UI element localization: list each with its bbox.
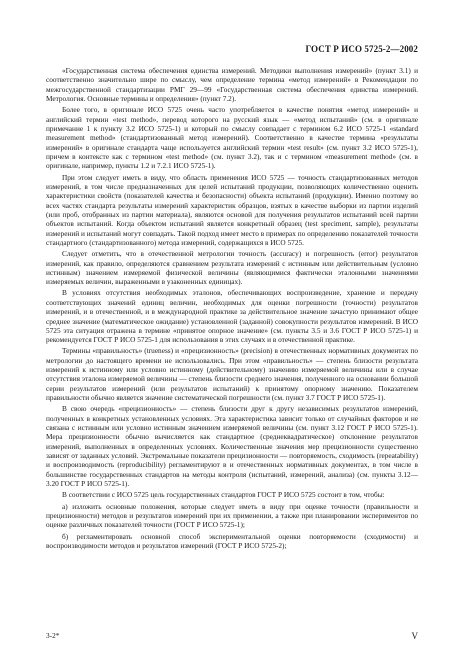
paragraph: В соответствии с ИСО 5725 цель государственных стандартов ГОСТ Р ИСО 5725 состоит в том, чтобы: (62, 490, 385, 500)
paragraph: В условиях отсутствия необходимых эталонов, обеспечивающих воспроизведение, хранение и передачу соответствующих значений единиц величин, необходимых для оценки погрешности (точности) результатов измерений, и в отечественной, и в международной практике за действительное значение зачастую принимают общее среднее значение (математическое ожидание) установленной (заданной) совокупности результатов измерений. В ИСО 5725 эта ситуация отражена в термине «принятое опорное значение» (см. пункты 3.5 и 3.6 ГОСТ Р ИСО 5725-1) и рекомендуется ГОСТ Р ИСО 5725-1 для использования в этих случаях и в отечественной практике. (46, 288, 418, 345)
paragraph: Более того, в оригинале ИСО 5725 очень часто употребляется в качестве понятия «метод измерений» и английский термин «test method», перевод которого на русский язык — «метод испытаний» (см. в оригинале примечание 1 к пункту 3.2 ИСО 5725-1) и который по смыслу совпадает с термином 6.2 ИСО 5725-1 «standard measurement method» (стандартизованный метод измерений). Соответственно в качестве термина «результаты измерений» в оригинале стандарта чаще используется английский термин «test result» (см. пункт 3.2 ИСО 5725-1), причем в контексте как с термином «test method» (см. пункт 3.2), так и с термином «measurement method» (см. в оригинале, например, пункты 1.2 и 7.2.1 ИСО 5725-1). (46, 105, 418, 171)
page-footer-signature-mark: 3-2* (46, 631, 60, 640)
paragraph: «Государственная система обеспечения единства измерений. Методики выполнения измерений» (пункт 3.1) и соответственно значительно шире по смыслу, чем определение термина «метод измерений» в Рекомендации по межгосударственной стандартизации РМГ 29—99 «Государственная система обеспечения единства измерений. Метрология. Основные термины и определения» (пункт 7.2). (46, 66, 418, 104)
paragraph: В свою очередь «прецизионность» — степень близости друг к другу независимых результатов измерений, полученных в конкретных установленных условиях. Эта характеристика зависит только от случайных факторов и не связана с истинным или условно истинным значением измеряемой величины (см. пункт 3.12 ГОСТ Р ИСО 5725-1). Мера прецизионности обычно вычисляется как стандартное (среднеквадратическое) отклонение результатов измерений, выполненных в определенных условиях. Количественные значения мер прецизионности существенно зависят от заданных условий. Экстремальные показатели прецизионности — повторяемость, сходимость (repeatability) и воспроизводимость (reproducibility) регламентируют в и отечественных нормативных документах, в том числе в большинстве государственных стандартов на методы контроля (испытаний, измерений, анализа) (см. пункты 3.12—3.20 ГОСТ Р ИСО 5725-1). (46, 404, 418, 489)
paragraph: При этом следует иметь в виду, что область применения ИСО 5725 — точность стандартизованных методов измерений, в том числе предназначенных для целей испытаний продукции, позволяющих количественно оценить характеристики свойств (показателей качества и безопасности) объекта испытаний (продукции). Именно поэтому во всех частях стандарта результаты измерений характеристик образцов, взятых в качестве выборки из партии изделий (или проб, отобранных из партии материала), являются основой для получения результатов испытаний всей партии объектов испытаний. Когда объектом испытаний является конкретный образец (test speciment, sample), результаты измерений и испытаний могут совпадать. Такой подход имеет место в примерах по определению показателей точности стандартного (стандартизованного) метода измерений, содержащихся в ИСО 5725. (46, 172, 418, 247)
page-number: V (411, 631, 418, 641)
paragraph: Следует отметить, что в отечественной метрологии точность (accuracy) и погрешность (error) результатов измерений, как правило, определяются сравнением результата измерений с истинным или действительным (условно истинным) значением измеряемой физической величины (являющимися фактически эталонными значениями измеряемых величин, выраженными в узаконенных единицах). (46, 249, 418, 287)
list-item: б) регламентировать основной способ экспериментальной оценки повторяемости (сходимости) и воспроизводимости методов и результатов измерений (ГОСТ Р ИСО 5725-2); (46, 531, 418, 550)
page-header-doc-id: ГОСТ Р ИСО 5725-2—2002 (305, 44, 418, 54)
list-item: а) изложить основные положения, которые следует иметь в виду при оценке точности (правильности и прецизионности) методов и результатов измерений при их применении, а также при планировании экспериментов по оценке различных показателей точности (ГОСТ Р ИСО 5725-1); (46, 501, 418, 530)
paragraph: Термины «правильность» (trueness) и «прецизионность» (precision) в отечественных нормативных документах по метрологии до настоящего времени не использовались. При этом «правильность» — степень близости результата измерений к истинному или условно истинному (действительному) значению измеряемой величины или в случае отсутствия эталона измеряемой величины — степень близости среднего значения, полученного на основании большой серии результатов измерений (или результатов испытаний) к принятому опорному значению. Показателем правильности обычно является значение систематической погрешности (см. пункт 3.7 ГОСТ Р ИСО 5725-1). (46, 346, 418, 403)
document-body (46, 66, 418, 550)
